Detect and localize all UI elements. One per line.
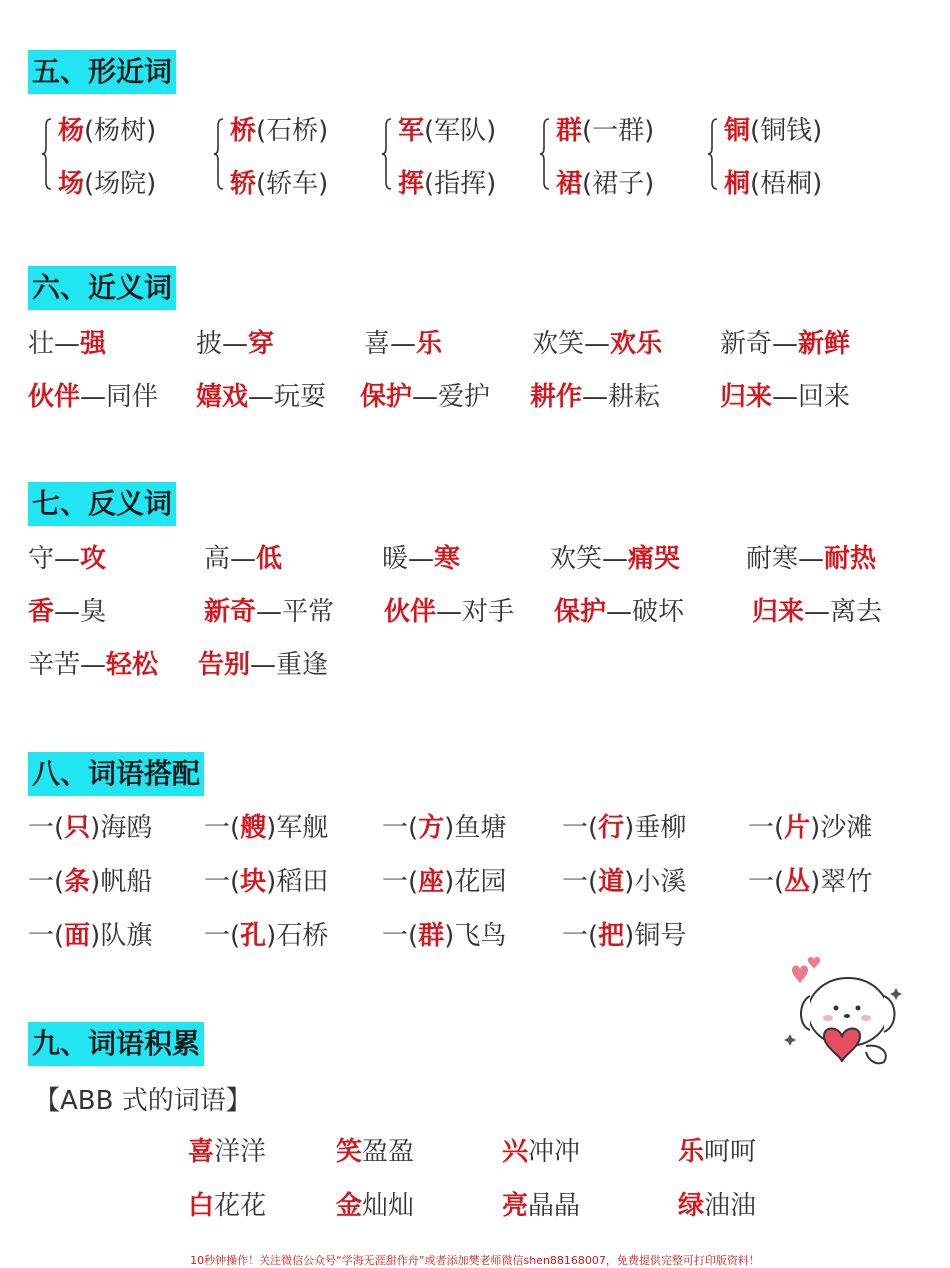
synonym-item: 嬉戏—玩耍 xyxy=(196,382,327,412)
antonym-item: 香—臭 xyxy=(28,597,107,627)
pair-word-bottom: 轿(轿车) xyxy=(230,169,329,199)
abb-word: 乐呵呵 xyxy=(678,1137,757,1167)
section-5-title: 五、形近词 xyxy=(28,50,176,94)
synonym-item: 喜—乐 xyxy=(364,329,443,359)
brace-icon xyxy=(214,118,221,190)
antonym-item: 辛苦—轻松 xyxy=(28,650,159,680)
synonym-item: 耕作—耕耘 xyxy=(530,382,661,412)
antonym-item: 归来—离去 xyxy=(752,597,883,627)
section-6-title: 六、近义词 xyxy=(28,266,176,310)
antonym-item: 高—低 xyxy=(204,544,283,574)
measure-word-item: 一(道)小溪 xyxy=(562,867,687,897)
pair-word-top: 桥(石桥) xyxy=(230,116,329,146)
abb-word: 金灿灿 xyxy=(336,1191,415,1221)
pair-word-bottom: 裙(裙子) xyxy=(556,169,655,199)
synonym-item: 壮—强 xyxy=(28,329,107,359)
synonym-item: 披—穿 xyxy=(196,329,275,359)
antonym-item: 伙伴—对手 xyxy=(384,597,515,627)
measure-word-item: 一(艘)军舰 xyxy=(204,813,329,843)
measure-word-item: 一(块)稻田 xyxy=(204,867,329,897)
antonym-item: 告别—重逢 xyxy=(198,650,329,680)
synonym-item: 新奇—新鲜 xyxy=(720,329,851,359)
pair-word-top: 铜(铜钱) xyxy=(724,116,823,146)
brace-icon xyxy=(540,118,547,190)
synonym-item: 欢笑—欢乐 xyxy=(532,329,663,359)
pair-word-bottom: 桐(梧桐) xyxy=(724,169,823,199)
footer-notice: 10秒钟操作！关注微信公众号“学海无涯甜作舟”或者添加樊老师微信shen88168007，免费提供完整可打印版资料！ xyxy=(190,1254,760,1267)
measure-word-item: 一(丛)翠竹 xyxy=(748,867,873,897)
antonym-item: 暖—寒 xyxy=(382,544,461,574)
abb-word: 喜洋洋 xyxy=(188,1137,267,1167)
abb-word: 笑盈盈 xyxy=(336,1137,415,1167)
measure-word-item: 一(只)海鸥 xyxy=(28,813,153,843)
antonym-item: 保护—破坏 xyxy=(554,597,685,627)
pair-word-bottom: 场(场院) xyxy=(58,169,157,199)
measure-word-item: 一(孔)石桥 xyxy=(204,921,329,951)
brace-icon xyxy=(708,118,715,190)
measure-word-item: 一(方)鱼塘 xyxy=(382,813,507,843)
antonym-item: 欢笑—痛哭 xyxy=(550,544,681,574)
brace-icon xyxy=(382,118,389,190)
abb-word: 白花花 xyxy=(188,1191,267,1221)
pair-word-top: 军(军队) xyxy=(398,116,497,146)
antonym-item: 新奇—平常 xyxy=(204,597,335,627)
pair-word-bottom: 挥(指挥) xyxy=(398,169,497,199)
pair-word-top: 杨(杨树) xyxy=(58,116,157,146)
synonym-item: 保护—爱护 xyxy=(360,382,491,412)
measure-word-item: 一(条)帆船 xyxy=(28,867,153,897)
synonym-item: 归来—回来 xyxy=(720,382,851,412)
antonym-item: 耐寒—耐热 xyxy=(746,544,877,574)
measure-word-item: 一(把)铜号 xyxy=(562,921,687,951)
brace-icon xyxy=(42,118,49,190)
measure-word-item: 一(片)沙滩 xyxy=(748,813,873,843)
puppy-holding-heart-icon xyxy=(776,956,906,1072)
abb-subtitle: 【ABB 式的词语】 xyxy=(34,1086,252,1116)
section-8-title: 八、词语搭配 xyxy=(28,752,204,796)
measure-word-item: 一(群)飞鸟 xyxy=(382,921,507,951)
pair-word-top: 群(一群) xyxy=(556,116,655,146)
measure-word-item: 一(行)垂柳 xyxy=(562,813,687,843)
synonym-item: 伙伴—同伴 xyxy=(28,382,159,412)
abb-word: 兴冲冲 xyxy=(502,1137,581,1167)
abb-word: 绿油油 xyxy=(678,1191,757,1221)
section-9-title: 九、词语积累 xyxy=(28,1022,204,1066)
section-7-title: 七、反义词 xyxy=(28,482,176,526)
measure-word-item: 一(座)花园 xyxy=(382,867,507,897)
antonym-item: 守—攻 xyxy=(28,544,107,574)
abb-word: 亮晶晶 xyxy=(502,1191,581,1221)
measure-word-item: 一(面)队旗 xyxy=(28,921,153,951)
